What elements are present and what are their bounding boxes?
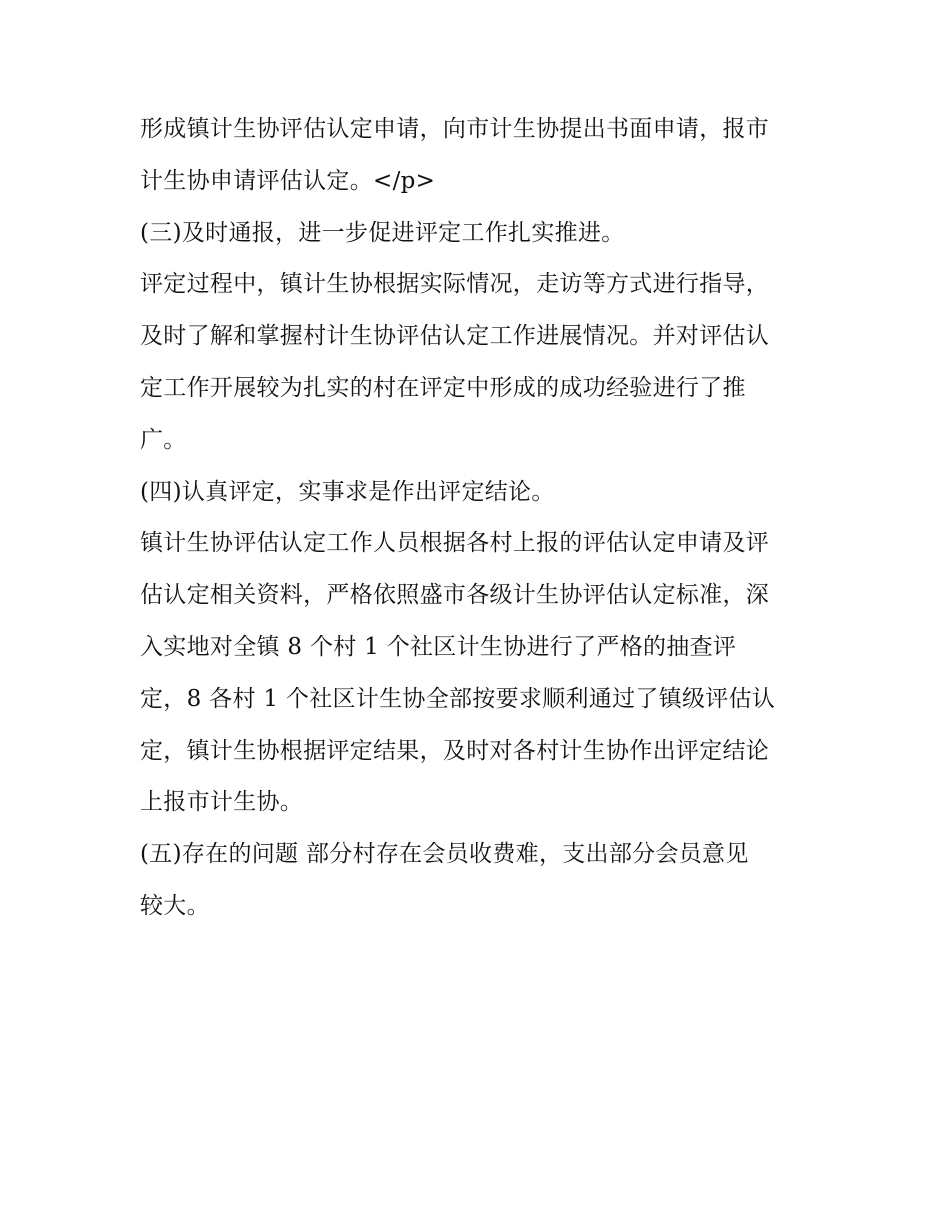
document-body — [140, 104, 820, 933]
text-line: 计生协申请评估认定。</p> — [140, 167, 436, 194]
text-line: 定，镇计生协根据评定结果，及时对各村计生协作出评定结论 — [140, 737, 770, 764]
text-line: 及时了解和掌握村计生协评估认定工作进展情况。并对评估认 — [140, 323, 770, 350]
text-line: 定工作开展较为扎实的村在评定中形成的成功经验进行了推 — [140, 374, 746, 401]
text-line: 形成镇计生协评估认定申请，向市计生协提出书面申请，报市 — [140, 116, 770, 142]
text-line: 较大。 — [140, 892, 210, 919]
text-line: 定，8 各村 1 个社区计生协全部按要求顺利通过了镇级评估认 — [140, 685, 776, 712]
text-line: 估认定相关资料，严格依照盛市各级计生协评估认定标准，深 — [140, 582, 770, 609]
text-line: 广。 — [140, 426, 187, 453]
section-heading: (五)存在的问题 部分村存在会员收费难，支出部分会员意见 — [140, 841, 749, 868]
text-line: 入实地对全镇 8 个村 1 个社区计生协进行了严格的抽查评 — [140, 633, 737, 660]
text-line: 评定过程中，镇计生协根据实际情况，走访等方式进行指导， — [140, 271, 770, 298]
text-line: 镇计生协评估认定工作人员根据各村上报的评估认定申请及评 — [140, 530, 770, 557]
section-heading: (三)及时通报，进一步促进评定工作扎实推进。 — [140, 219, 625, 246]
section-heading: (四)认真评定，实事求是作出评定结论。 — [140, 478, 555, 505]
text-line: 上报市计生协。 — [140, 789, 304, 816]
